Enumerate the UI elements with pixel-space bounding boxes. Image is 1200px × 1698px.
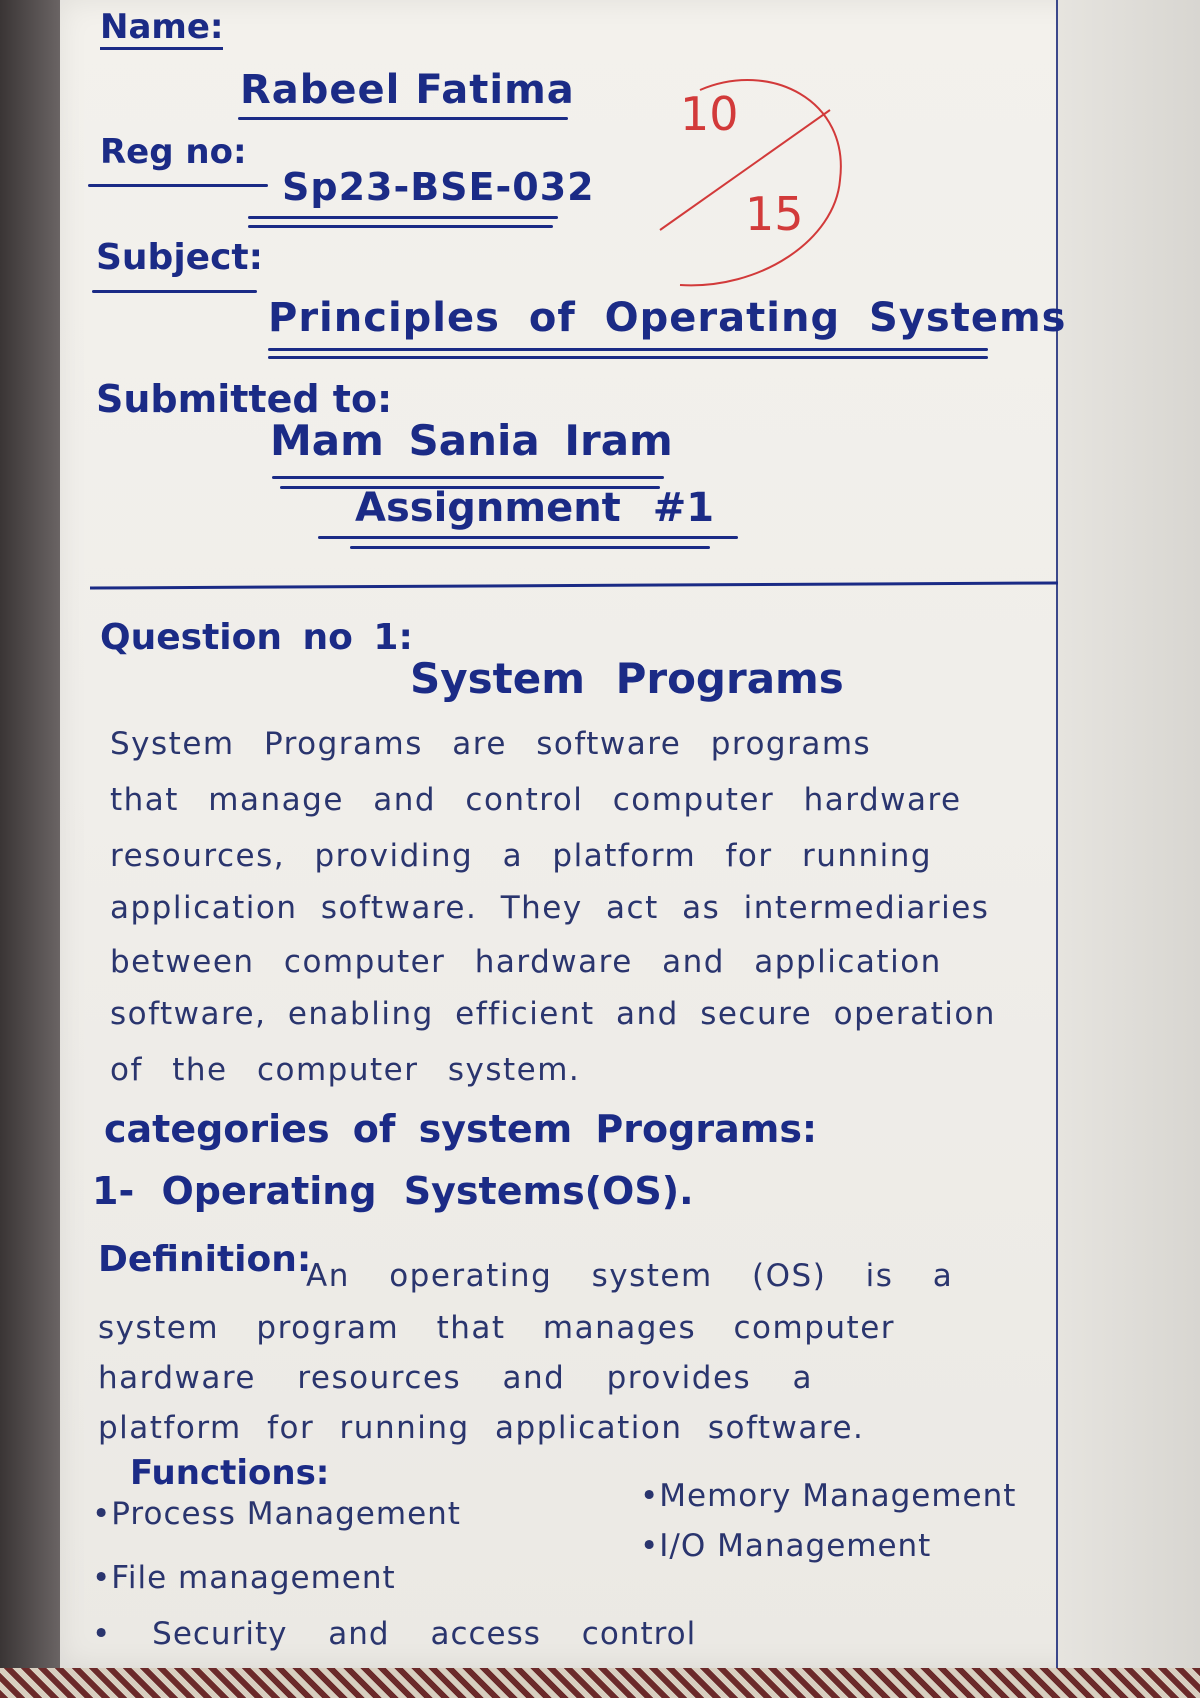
instructor-underline — [272, 476, 664, 479]
student-name: Rabeel Fatima — [240, 67, 575, 113]
page-margin-strip — [1058, 0, 1200, 1698]
reg-underline — [248, 216, 558, 219]
categories-heading: categories of system Programs: — [104, 1107, 818, 1151]
function-memory-management: •Memory Management — [640, 1478, 1017, 1514]
intro-line: software, enabling efficient and secure operation — [110, 996, 996, 1032]
assignment-underline — [318, 536, 738, 539]
grade-out-of: 15 — [745, 187, 804, 241]
reg-label: Reg no: — [100, 132, 247, 172]
subject-underline — [268, 348, 988, 351]
intro-line: between computer hardware and application — [110, 944, 942, 980]
question-title: System Programs — [410, 654, 844, 703]
submitted-label: Submitted to: — [96, 377, 393, 421]
intro-line: System Programs are software programs — [110, 726, 872, 762]
function-process-management: •Process Management — [92, 1496, 461, 1532]
definition-line: platform for running application software. — [98, 1410, 865, 1446]
subject-label-underline — [92, 290, 257, 293]
subject-underline-2 — [268, 356, 988, 359]
name-underline — [238, 117, 568, 120]
subject-name: Principles of Operating Systems — [268, 295, 1067, 341]
function-io-management: •I/O Management — [640, 1528, 932, 1564]
intro-line: application software. They act as intermediaries — [110, 890, 990, 926]
instructor-name: Mam Sania Iram — [270, 416, 673, 465]
function-file-management: •File management — [92, 1560, 396, 1596]
intro-line: of the computer system. — [110, 1052, 581, 1088]
grade-mark — [640, 60, 870, 300]
margin-line — [1056, 0, 1058, 1668]
assignment-title: Assignment #1 — [355, 485, 715, 531]
reg-underline-2 — [248, 225, 553, 228]
definition-label: Definition: — [98, 1239, 312, 1280]
subject-label: Subject: — [96, 237, 264, 278]
reg-label-underline — [88, 184, 268, 187]
question-label: Question no 1: — [100, 617, 413, 658]
definition-line: An operating system (OS) is a — [306, 1258, 954, 1294]
grade-score: 10 — [680, 87, 739, 141]
background-fabric — [0, 1668, 1200, 1698]
definition-line: system program that manages computer — [98, 1310, 896, 1346]
assignment-underline-2 — [350, 546, 710, 549]
function-security-access-control: • Security and access control — [92, 1616, 697, 1652]
functions-label: Functions: — [130, 1453, 330, 1493]
name-label: Name: — [100, 10, 223, 50]
intro-line: that manage and control computer hardware — [110, 782, 962, 818]
category-operating-systems: 1- Operating Systems(OS). — [92, 1169, 694, 1213]
definition-line: hardware resources and provides a — [98, 1360, 814, 1396]
reg-number: Sp23-BSE-032 — [282, 165, 595, 209]
intro-line: resources, providing a platform for running — [110, 838, 933, 874]
page-edge-shadow — [0, 0, 60, 1668]
